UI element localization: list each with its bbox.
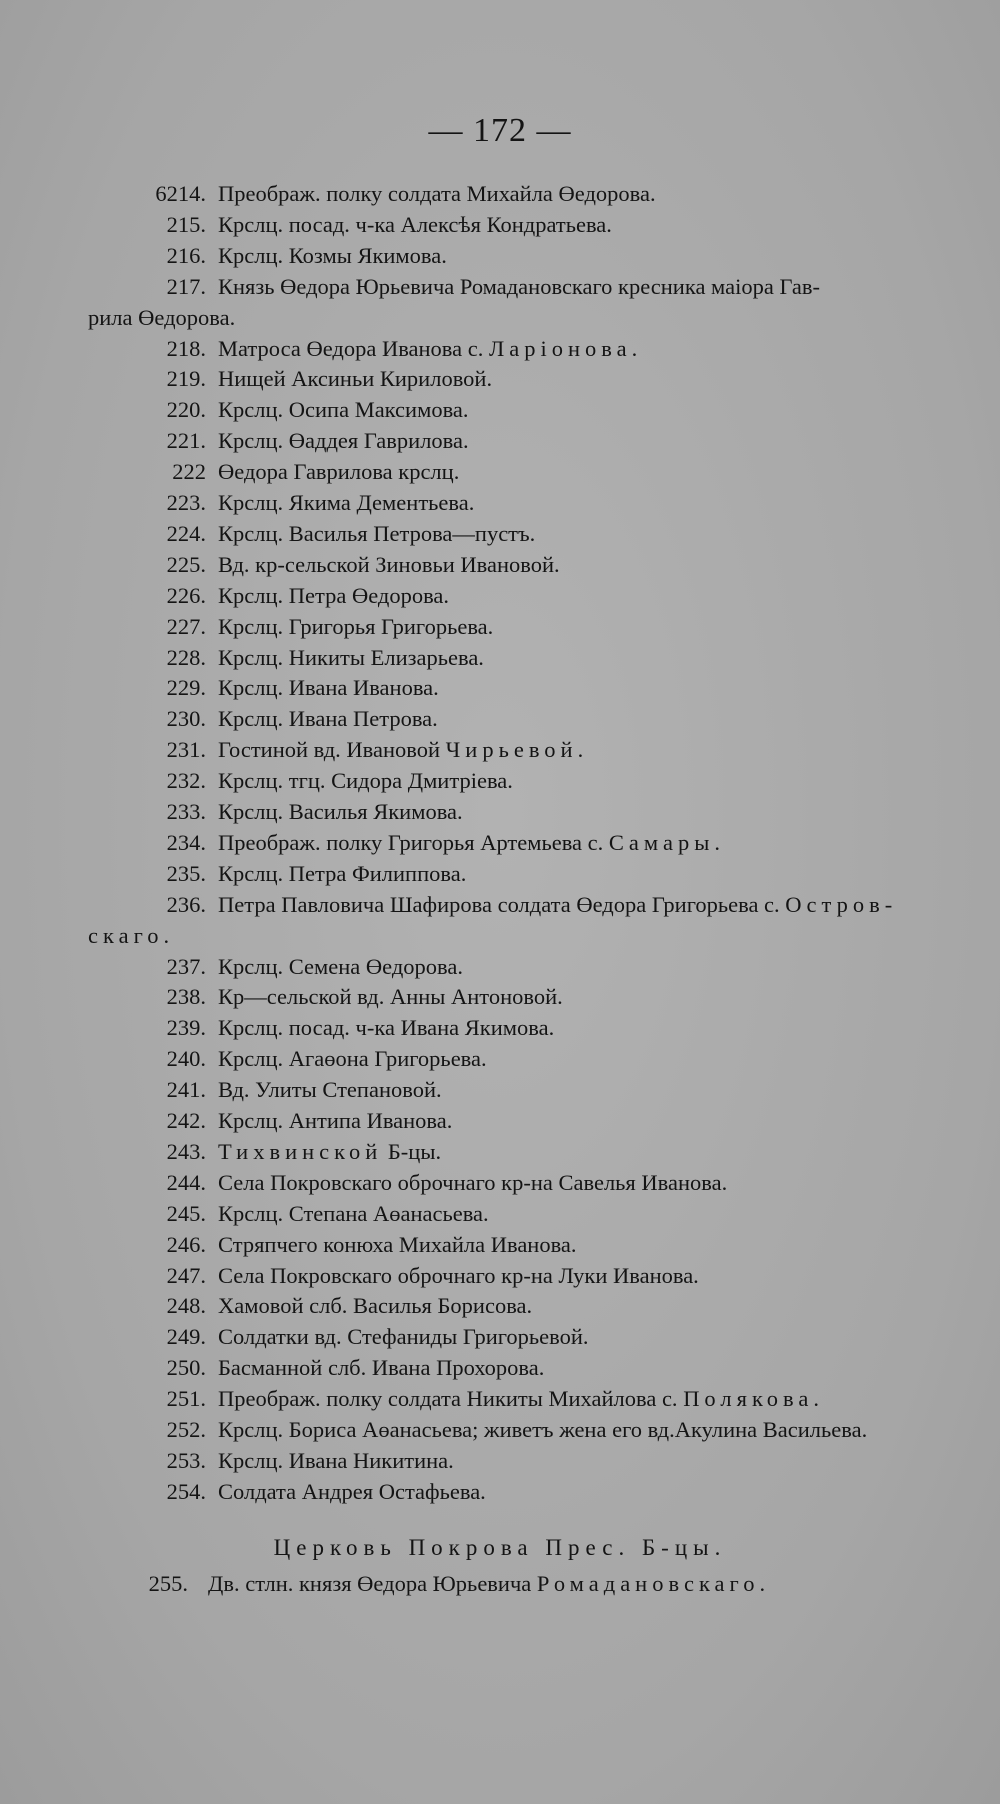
entry-number: 247. (166, 1262, 206, 1288)
entry-text-main: Крслц. Петра Филиппова. (218, 860, 467, 886)
entry-text-main: Солдата Андрея Остафьева. (218, 1478, 486, 1504)
entry-text (218, 1414, 867, 1445)
entry-number: 253. (166, 1447, 206, 1473)
entry-text-main: Крслц. Григорья Григорьева. (218, 613, 494, 639)
entry-text (218, 1167, 727, 1198)
entry-text-main: Крслц. Агаөона Григорьева. (218, 1046, 487, 1072)
entry-text-main: Преображ. полку солдата Никиты Михайлова с. (218, 1386, 678, 1412)
entry-number: 237. (166, 953, 206, 979)
entry-text (218, 240, 447, 271)
entry-number: 246. (166, 1231, 206, 1257)
entry-text-main: Крслц. Бориса Аөанасьева; живетъ жена его вд.Акулина Васильева. (218, 1417, 868, 1442)
entry-number: 244. (166, 1169, 206, 1195)
entry-number: 225. (166, 551, 206, 577)
entry-text-main: Крслц. Өаддея Гаврилова. (218, 428, 469, 454)
entry-number: 255. (148, 1571, 188, 1596)
entry-number: 215. (166, 211, 206, 237)
entry-text (218, 394, 469, 425)
entry-text (218, 1105, 452, 1136)
entry-continuation: скаго. (88, 922, 175, 948)
entry-number: 231. (166, 737, 206, 763)
entry-text-main: Крслц. Ивана Никитина. (218, 1447, 454, 1473)
entry-text (218, 796, 463, 827)
entry-text (218, 1352, 544, 1383)
entry-text (218, 951, 463, 982)
entry-number: 252. (166, 1417, 206, 1442)
entry-text (218, 178, 656, 209)
entry-text (218, 672, 439, 703)
entry-text-main: Крслц. Петра Өедорова. (218, 582, 450, 608)
entry-text (218, 456, 459, 487)
entry-number: 228. (166, 644, 206, 670)
entry-text-main: Крслц. Никиты Елизарьева. (218, 644, 484, 670)
entry-number: 229. (166, 675, 206, 701)
entry-text (218, 1136, 441, 1167)
entry-text-main: Преображ. полку Григорья Артемьева с. (218, 829, 604, 855)
entry-text-main: Крслц. тгц. Сидора Дмитріева. (218, 768, 513, 794)
entry-text (218, 734, 588, 765)
entry-text-main: Крслц. Василья Петрова—пустъ. (218, 520, 536, 546)
entry-text (218, 889, 897, 920)
entry-text-spaced: Остров- (785, 891, 898, 917)
entry-text-main: Преображ. полку солдата Михайла Өедорова. (218, 181, 656, 206)
entry-text (218, 1074, 442, 1105)
entry-text (218, 1476, 486, 1507)
entry-text-main: Солдатки вд. Стефаниды Григорьевой. (218, 1324, 589, 1350)
entry-text-after: Б-цы. (387, 1138, 442, 1164)
entry-text (218, 1383, 824, 1414)
entry-text-main: Стряпчего конюха Михайла Иванова. (218, 1231, 577, 1257)
entry-text (218, 487, 474, 518)
entry-continuation: рила Өедорова. (88, 304, 236, 330)
entry-number: 220. (166, 397, 206, 423)
entry-text (218, 1445, 454, 1476)
entry-text-main: Крслц. Семена Өедорова. (218, 953, 463, 979)
entry-text-main: Матроса Өедора Иванова с. (218, 335, 484, 361)
entry-number: 223. (166, 490, 206, 515)
entry-text-main: Крслц. Ивана Иванова. (218, 675, 439, 701)
entry-text-main: Крслц. Якима Дементьева. (218, 490, 475, 515)
entry-text-main: Села Покровскаго оброчнаго кр-на Луки Иванова. (218, 1262, 699, 1288)
entry-text (218, 549, 560, 580)
entry-text-spaced: Ромадановскаго. (536, 1571, 771, 1596)
entry-number: 254. (166, 1478, 206, 1504)
entry-number: 249. (166, 1324, 206, 1350)
entry-text-spaced: Полякова. (683, 1386, 824, 1412)
entry-text (218, 1229, 577, 1260)
entry-number: 251. (166, 1386, 206, 1412)
entry-text (218, 209, 612, 240)
entry-text-main: Крслц. Осипа Максимова. (218, 397, 469, 423)
entry-number: 248. (166, 1293, 206, 1319)
entry-text-main: Крслц. посад. ч-ка Алексѣя Кондратьева. (218, 211, 612, 237)
entry-text-main: Петра Павловича Шафирова солдата Өедора Григорьева с. (218, 891, 780, 917)
entry-text-main: Князь Өедора Юрьевича Ромадановскаго кресника маіора Гав- (218, 273, 821, 299)
entry-number: 222 (172, 459, 206, 485)
entry-text-spaced: Чирьевой. (445, 737, 589, 763)
entry-text-main: Нищей Аксиньи Кириловой. (218, 366, 493, 392)
entry-text-spaced: Ларіонова. (488, 335, 643, 361)
entry-text-main: Села Покровскаго оброчнаго кр-на Савелья Иванова. (218, 1169, 728, 1195)
entry-text-main: Крслц. Ивана Петрова. (218, 706, 438, 732)
entry-text-main: Крслц. Козмы Якимова. (218, 242, 447, 268)
entry-number: 230. (166, 706, 206, 732)
entry-number: 241. (166, 1077, 206, 1103)
entry-number: 221. (166, 428, 206, 454)
entry-number: 240. (166, 1046, 206, 1072)
entry-text (218, 425, 469, 456)
entry-number: 217. (166, 273, 206, 299)
entry-number: 243. (166, 1138, 206, 1164)
entry-number: 242. (166, 1108, 206, 1133)
entry-number: 6214. (155, 181, 206, 206)
entry-text (208, 1568, 770, 1599)
entry-text-main: Вд. кр-сельской Зиновьи Ивановой. (218, 551, 560, 577)
entry-number: 216. (166, 242, 206, 268)
entry-number: 236. (166, 891, 206, 917)
page-number: — 172 — (428, 112, 572, 149)
entry-text-main: Хамовой слб. Василья Борисова. (218, 1293, 533, 1319)
entry-number: 234. (166, 829, 206, 855)
entry-text (218, 1198, 489, 1229)
entry-text (218, 981, 563, 1012)
entry-text-main: Өедора Гаврилова крслц. (218, 459, 460, 485)
entry-text-main: Вд. Улиты Степановой. (218, 1077, 442, 1103)
entry-text-main: Дв. стлн. князя Өедора Юрьевича (208, 1571, 532, 1596)
entry-text (218, 858, 466, 889)
entry-number: 227. (166, 613, 206, 639)
section-heading: Церковь Покрова Прес. Б-цы. (273, 1535, 727, 1560)
entry-text-main: Крслц. Степана Аөанасьева. (218, 1200, 489, 1226)
entry-number: 233. (166, 799, 206, 824)
entry-number: 218. (166, 335, 206, 361)
entry-text (218, 703, 438, 734)
entry-text (218, 1260, 699, 1291)
entry-text (218, 1321, 589, 1352)
entry-text (218, 518, 535, 549)
entry-text-spaced: Самары. (608, 829, 725, 855)
entry-number: 250. (166, 1355, 206, 1381)
entry-text (218, 642, 484, 673)
entry-number: 239. (166, 1015, 206, 1041)
entry-number: 238. (166, 984, 206, 1010)
entry-number: 226. (166, 582, 206, 608)
entry-text-main: Крслц. Антипа Иванова. (218, 1108, 453, 1133)
entry-text (218, 271, 820, 302)
entry-text-main: Басманной слб. Ивана Прохорова. (218, 1355, 545, 1381)
entry-text (218, 827, 725, 858)
entry-text (218, 333, 642, 364)
entry-text-main: Крслц. Василья Якимова. (218, 799, 463, 824)
entry-number: 235. (166, 860, 206, 886)
entry-text (218, 1290, 532, 1321)
entry-text-main: Гостиной вд. Ивановой (218, 737, 441, 763)
entry-text (218, 363, 492, 394)
entry-text-main: Кр—сельской вд. Анны Антоновой. (218, 984, 563, 1010)
entry-text-spaced: Тихвинской (218, 1138, 383, 1164)
entry-text (218, 580, 449, 611)
entry-number: 219. (166, 366, 206, 392)
entry-number: 232. (166, 768, 206, 794)
entry-number: 224. (166, 520, 206, 546)
entry-text (218, 1043, 487, 1074)
entry-text (218, 611, 493, 642)
entry-text (218, 1012, 554, 1043)
entry-text (218, 765, 513, 796)
entry-text-main: Крслц. посад. ч-ка Ивана Якимова. (218, 1015, 555, 1041)
entry-number: 245. (166, 1200, 206, 1226)
